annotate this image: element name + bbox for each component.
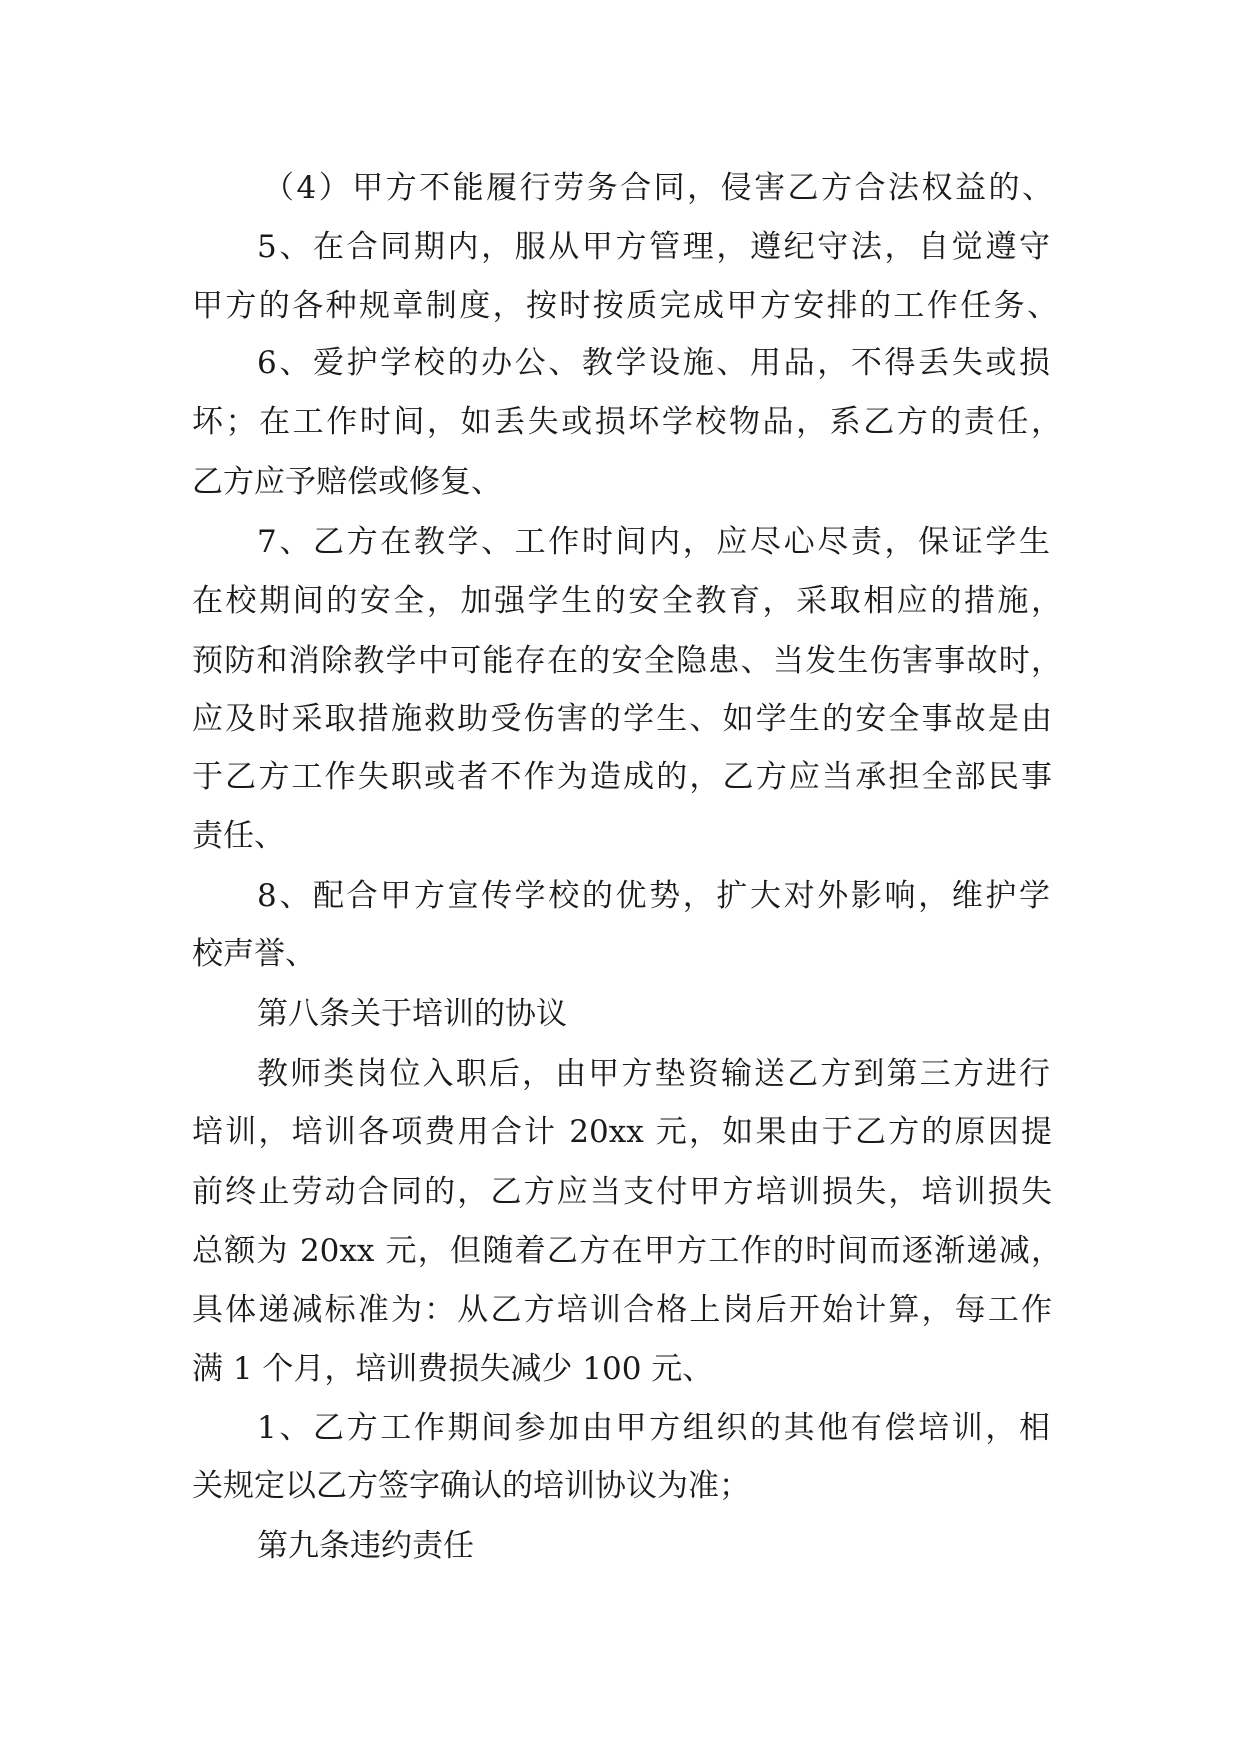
text-line: 预防和消除教学中可能存在的安全隐患、当发生伤害事故时， [192,643,1062,679]
text-line: 校声誉、 [192,936,316,972]
text-line: 总额为 20xx 元，但随着乙方在甲方工作的时间而逐渐递减， [192,1233,1062,1269]
text-line: 7、乙方在教学、工作时间内，应尽心尽责，保证学生 [257,524,1050,560]
text-line: 教师类岗位入职后，由甲方垫资输送乙方到第三方进行 [257,1056,1050,1092]
text-line: 应及时采取措施救助受伤害的学生、如学生的安全事故是由 [192,701,1052,737]
text-line: 培训，培训各项费用合计 20xx 元，如果由于乙方的原因提 [192,1114,1052,1150]
text-line: 5、在合同期内，服从甲方管理，遵纪守法，自觉遵守 [257,229,1050,265]
text-line: 乙方应予赔偿或修复、 [192,464,502,500]
text-line: 前终止劳动合同的，乙方应当支付甲方培训损失，培训损失 [192,1174,1052,1210]
text-line: 在校期间的安全，加强学生的安全教育，采取相应的措施， [192,583,1062,619]
text-line: 责任、 [192,818,285,854]
text-line: 于乙方工作失职或者不作为造成的，乙方应当承担全部民事 [192,759,1052,795]
text-line: 8、配合甲方宣传学校的优势，扩大对外影响，维护学 [257,878,1050,914]
text-line: 6、爱护学校的办公、教学设施、用品，不得丢失或损 [257,345,1050,381]
text-line: 关规定以乙方签字确认的培训协议为准； [192,1468,750,1504]
section-heading: 第九条违约责任 [257,1528,474,1564]
text-line: 具体递减标准为：从乙方培训合格上岗后开始计算，每工作 [192,1292,1052,1328]
text-line: 甲方的各种规章制度，按时按质完成甲方安排的工作任务、 [192,288,1058,324]
section-heading: 第八条关于培训的协议 [257,996,567,1032]
text-line: 坏；在工作时间，如丢失或损坏学校物品，系乙方的责任， [192,404,1062,440]
text-line: 1、乙方工作期间参加由甲方组织的其他有偿培训，相 [257,1410,1050,1446]
text-line: 满 1 个月，培训费损失减少 100 元、 [192,1351,714,1387]
text-line: （4）甲方不能履行劳务合同，侵害乙方合法权益的、 [263,170,1053,206]
